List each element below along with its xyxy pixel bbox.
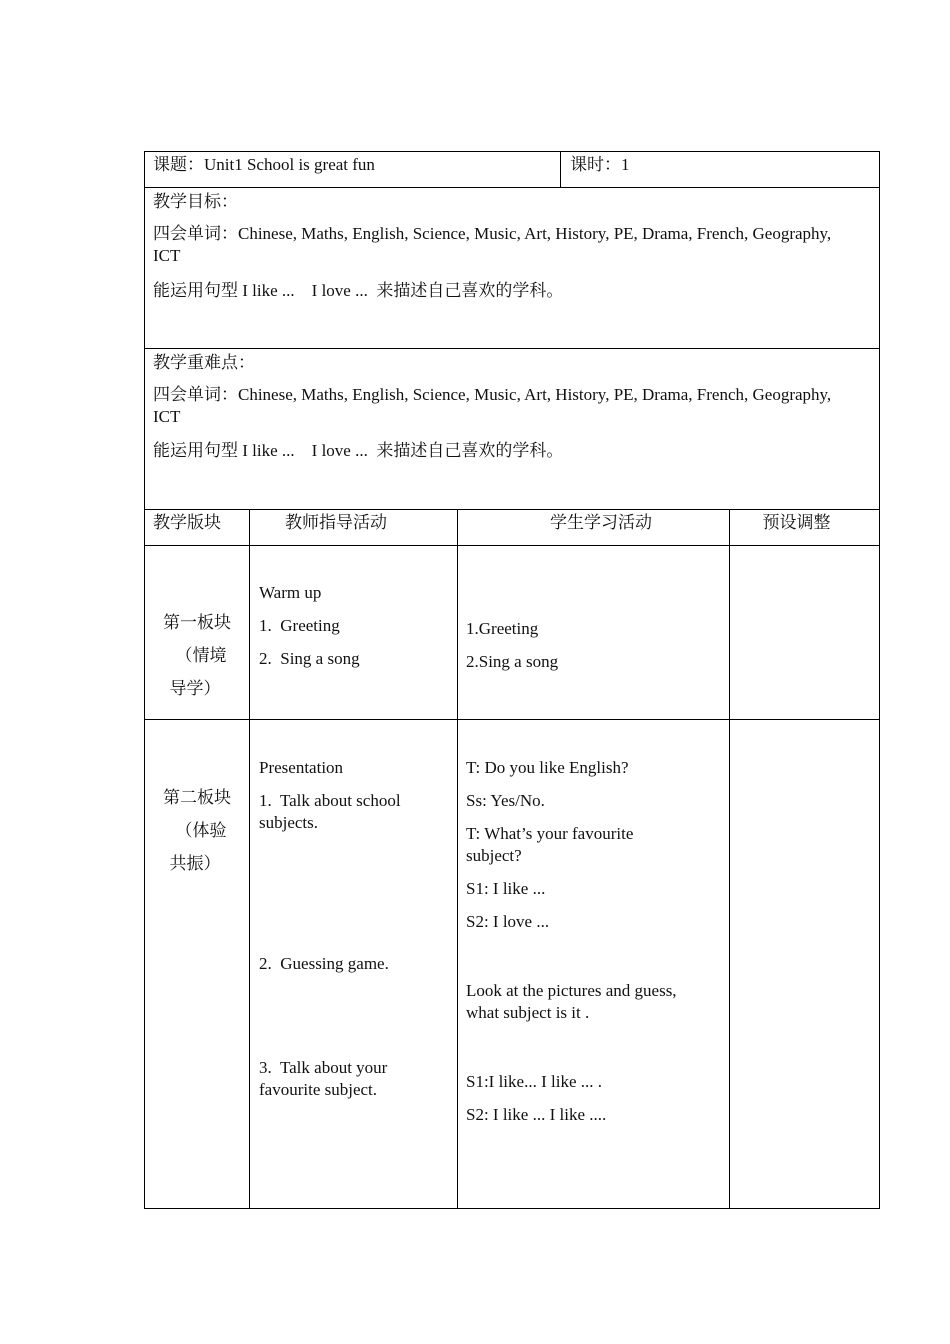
column-divider: [249, 509, 250, 1209]
row-divider: [144, 187, 880, 188]
block2-student-line: T: What’s your favourite subject?: [466, 824, 634, 865]
block2-name-line: 第二板块: [163, 788, 231, 807]
block2-teacher-heading: Presentation: [259, 758, 344, 777]
block1-student-line: 1.Greeting: [466, 619, 539, 638]
column-header-student: 学生学习活动: [550, 513, 652, 532]
block2-student-guess: Look at the pictures and guess, what subject is it .: [466, 981, 677, 1022]
block2-teacher-item: 2. Guessing game.: [259, 954, 389, 973]
table-border-right: [879, 151, 880, 1209]
key-points-heading: 教学重难点：: [153, 353, 255, 372]
block1-teacher-line: Warm up: [259, 583, 322, 602]
block2-student-line: Ss: Yes/No.: [466, 791, 545, 810]
block2-teacher-item: 3. Talk about your favourite subject.: [259, 1058, 392, 1099]
block2-name-line: 共振）: [169, 854, 221, 873]
table-border-top: [144, 151, 880, 152]
row-divider: [144, 348, 880, 349]
block2-student-line: S2: I love ...: [466, 912, 550, 931]
column-header-adjust: 预设调整: [762, 513, 831, 532]
key-points-words: 四会单词：Chinese, Maths, English, Science, Music, Art, History, PE, Drama, French, Geography, ICT: [153, 385, 832, 426]
row-divider: [144, 545, 880, 546]
objectives-sentence: 能运用句型 I like ... I love ... 来描述自己喜欢的学科。: [153, 281, 564, 300]
block1-name-line: 第一板块: [163, 613, 231, 632]
block1-name-line: （情境: [175, 646, 227, 665]
objectives-words: 四会单词：Chinese, Maths, English, Science, Music, Art, History, PE, Drama, French, Geography, ICT: [153, 224, 832, 265]
column-header-block: 教学版块: [153, 513, 221, 532]
key-points-sentence: 能运用句型 I like ... I love ... 来描述自己喜欢的学科。: [153, 441, 564, 460]
block2-student-line: S1: I like ...: [466, 879, 546, 898]
column-header-teacher: 教师指导活动: [285, 513, 387, 532]
column-divider: [457, 509, 458, 1209]
block2-teacher-item: 1. Talk about school subjects.: [259, 791, 405, 832]
block2-student-line: T: Do you like English?: [466, 758, 629, 777]
row-divider: [144, 509, 880, 510]
block1-name-line: 导学）: [169, 679, 221, 698]
lesson-topic: 课题：Unit1 School is great fun: [153, 155, 375, 174]
objectives-heading: 教学目标：: [153, 192, 238, 211]
column-divider: [729, 509, 730, 1209]
block2-name-line: （体验: [175, 821, 227, 840]
block1-student-line: 2.Sing a song: [466, 652, 559, 671]
block2-student-line: S1:I like... I like ... .: [466, 1072, 602, 1091]
block2-student-line: S2: I like ... I like ....: [466, 1105, 607, 1124]
block1-teacher-line: 1. Greeting: [259, 616, 340, 635]
lesson-period: 课时：1: [570, 155, 630, 174]
row-divider: [144, 719, 880, 720]
column-divider: [560, 151, 561, 188]
block1-teacher-line: 2. Sing a song: [259, 649, 360, 668]
table-border-bottom: [144, 1208, 880, 1209]
